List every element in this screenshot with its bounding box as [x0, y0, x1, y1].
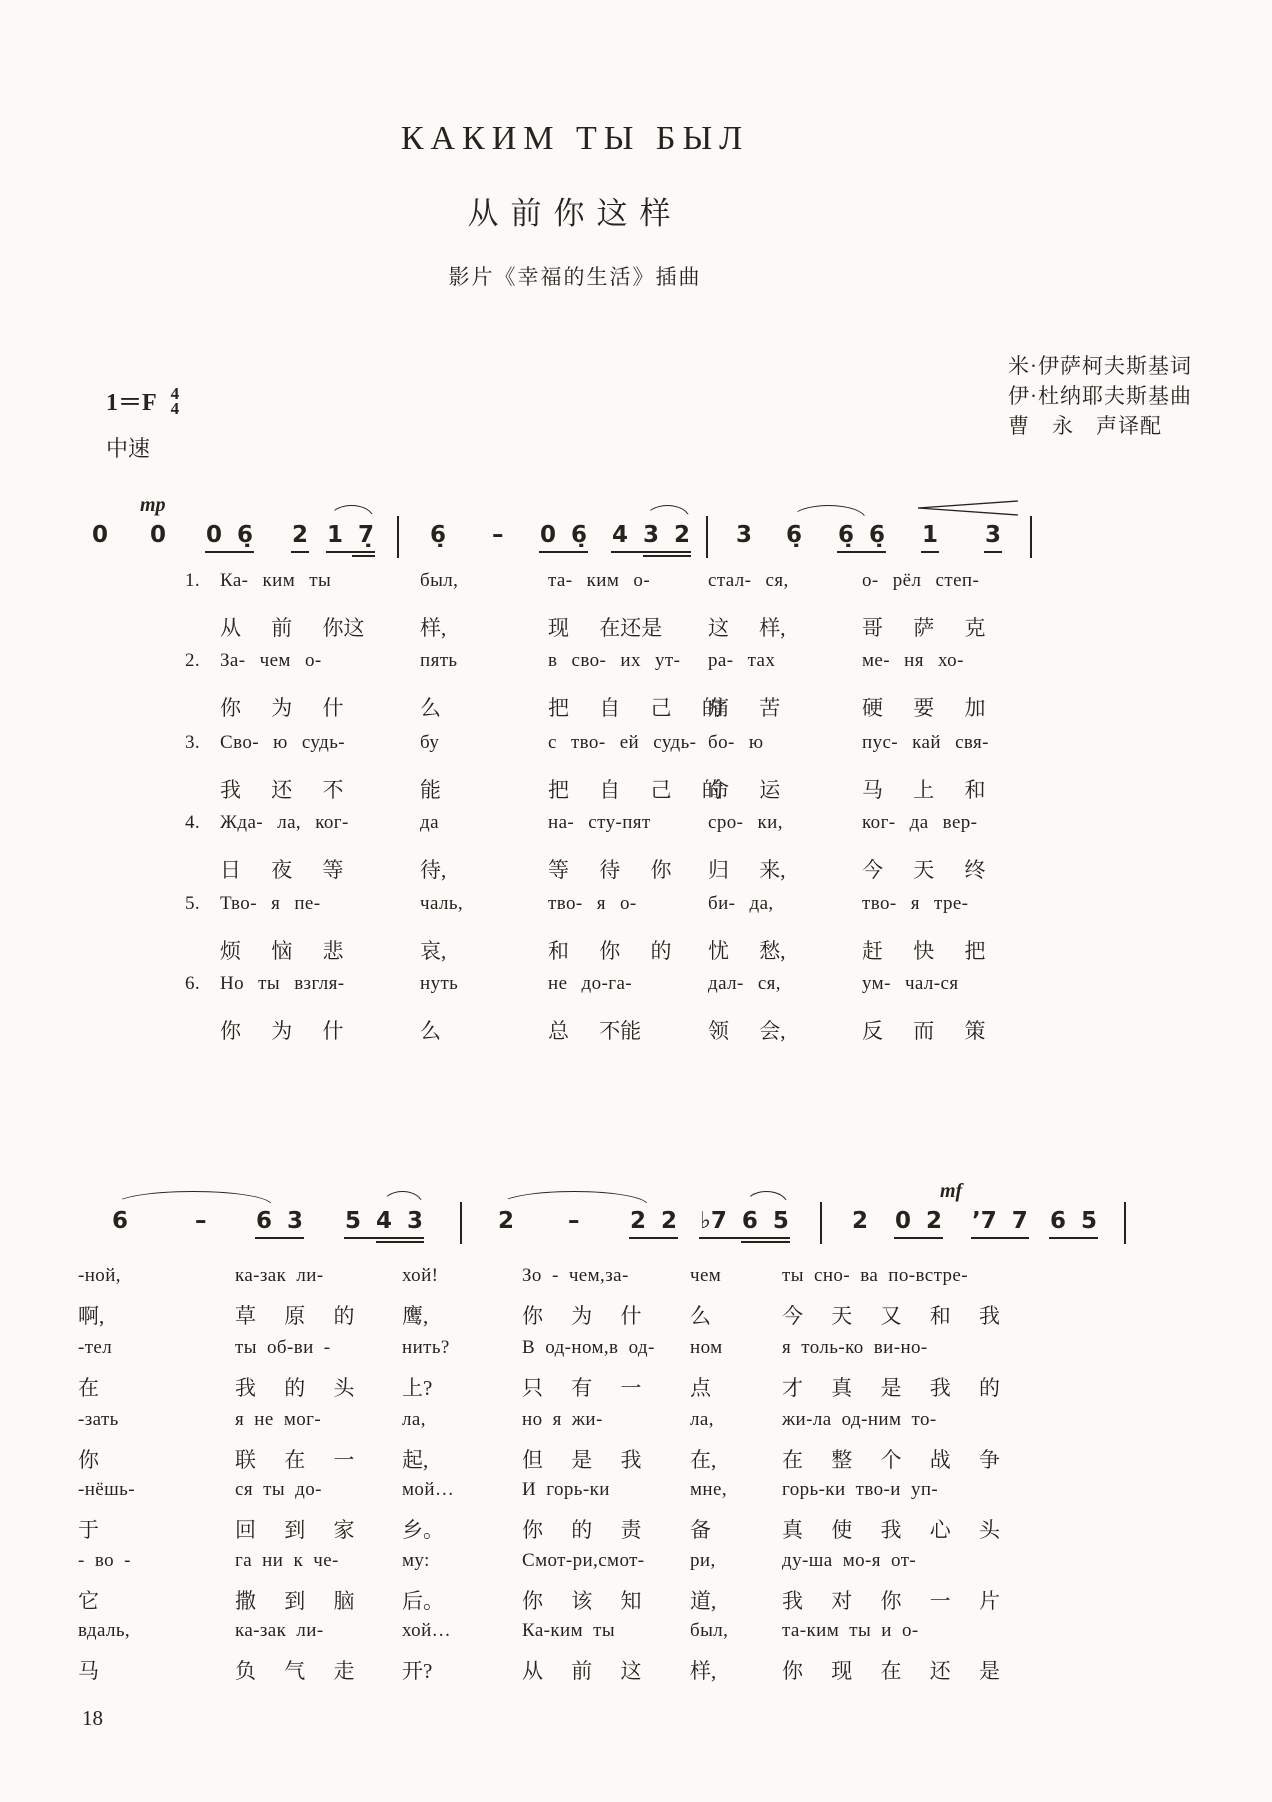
lyric-cell: пять	[420, 650, 458, 671]
lyric-row-zh	[0, 854, 1272, 890]
lyric-row-zh	[0, 692, 1272, 728]
note-group	[430, 522, 446, 548]
credits	[1008, 350, 1192, 440]
lyric-cell: -тел	[78, 1337, 113, 1358]
lyric-cell: 乡。	[402, 1518, 444, 1542]
lyric-cell: 今 天 又 和 我	[782, 1304, 1000, 1328]
lyric-cell: Смот-ри,смот-	[522, 1550, 645, 1571]
lyric-cell: жи-ла од-ним то-	[782, 1409, 937, 1430]
lyric-cell: 你 为 什	[220, 1019, 344, 1043]
note-group	[292, 522, 308, 548]
lyric-cell: ном	[690, 1337, 723, 1358]
lyricist-credit: 米·伊萨柯夫斯基词	[1008, 354, 1192, 378]
lyric-cell: ла,	[402, 1409, 426, 1430]
note-group	[327, 522, 374, 548]
dash-note	[195, 1208, 207, 1234]
lyric-row-ru	[0, 650, 1272, 686]
translator-credit: 曹 永 声译配	[1008, 414, 1162, 438]
lyric-cell: 在,	[690, 1448, 717, 1472]
lyric-cell: В од-ном,в од-	[522, 1337, 655, 1358]
lyric-cell: 日 夜 等	[220, 858, 344, 882]
lyric-cell: нить?	[402, 1337, 450, 1358]
lyric-cell: 么	[690, 1304, 711, 1328]
slur	[500, 1191, 649, 1205]
lyric-cell: 领 会,	[708, 1019, 786, 1043]
dynamic-mark: mp	[140, 494, 166, 516]
lyric-row-zh	[0, 612, 1272, 648]
lyric-cell: 么	[420, 1019, 441, 1043]
lyric-cell: бу	[420, 732, 440, 753]
note-group	[498, 1208, 514, 1234]
barline	[460, 1202, 462, 1244]
lyric-cell: 鹰,	[402, 1304, 429, 1328]
lyric-cell: был,	[420, 570, 459, 591]
lyric-row-zh	[0, 1372, 1272, 1408]
lyric-cell: ме- ня хо-	[862, 650, 964, 671]
lyric-cell: 么	[420, 696, 441, 720]
lyric-cell: 草 原 的	[235, 1304, 355, 1328]
lyric-cell: 你	[78, 1448, 99, 1472]
lyric-cell: -зать	[78, 1409, 119, 1430]
note-digits: 6 3	[256, 1208, 304, 1234]
notation-line-1	[0, 494, 1272, 572]
lyric-row-ru	[0, 1337, 1272, 1373]
note-digits: 3	[736, 522, 753, 548]
lyric-cell: ты сно- ва по-встре-	[782, 1265, 968, 1286]
note-digits: ♭7 6 5	[700, 1208, 789, 1234]
lyric-cell: горь-ки тво-и уп-	[782, 1479, 939, 1500]
crescendo-hairpin-icon	[918, 500, 1018, 516]
lyric-cell: ла,	[690, 1409, 714, 1430]
lyric-cell: 总 不能	[548, 1019, 642, 1043]
lyric-cell: 今 天 终	[862, 858, 986, 882]
lyric-row-ru	[0, 1409, 1272, 1445]
lyric-cell: хой!	[402, 1265, 439, 1286]
lyric-cell: 后。	[402, 1589, 444, 1613]
note-digits: –	[492, 522, 504, 548]
note-digits: 6̣	[430, 522, 447, 548]
lyric-cell: та-ким ты и о-	[782, 1620, 919, 1641]
header	[0, 120, 1150, 291]
lyric-cell: 但 是 我	[522, 1448, 642, 1472]
lyric-cell: 道,	[690, 1589, 717, 1613]
lyric-cell: 反 而 策	[862, 1019, 986, 1043]
note-digits: 0 6̣	[206, 522, 254, 548]
note-group	[256, 1208, 303, 1234]
lyric-cell: 哀,	[420, 939, 447, 963]
note-digits: 0	[150, 522, 167, 548]
lyric-cell: да	[420, 812, 439, 833]
lyric-cell: 归 来,	[708, 858, 786, 882]
lyric-cell: 回 到 家	[235, 1518, 355, 1542]
note-group	[736, 522, 752, 548]
lyric-row-ru	[0, 570, 1272, 606]
lyric-row-zh	[0, 1015, 1272, 1051]
lyric-cell: пус- кай свя-	[862, 732, 989, 753]
dash-note	[568, 1208, 580, 1234]
barline	[1124, 1202, 1126, 1244]
lyric-cell: 待,	[420, 858, 447, 882]
lyric-cell: сро- ки,	[708, 812, 783, 833]
lyric-row-ru	[0, 973, 1272, 1009]
note-digits: 0 2	[895, 1208, 943, 1234]
lyric-cell: дал- ся,	[708, 973, 781, 994]
lyric-cell: 把 自 己 的	[548, 696, 723, 720]
lyric-row-ru	[0, 1620, 1272, 1656]
lyric-cell: ду-ша мо-я от-	[782, 1550, 917, 1571]
film-caption: 影片《幸福的生活》插曲	[448, 265, 702, 289]
note-group	[612, 522, 690, 548]
lyric-cell: ся ты до-	[235, 1479, 322, 1500]
verse-number: 6.	[185, 973, 201, 994]
note-digits: 2	[498, 1208, 515, 1234]
lyric-cell: о- рёл степ-	[862, 570, 980, 591]
lyric-cell: был,	[690, 1620, 729, 1641]
lyric-cell: 起,	[402, 1448, 429, 1472]
lyric-row-zh	[0, 1514, 1272, 1550]
note-digits: 3	[985, 522, 1002, 548]
lyric-cell: мой…	[402, 1479, 455, 1500]
lyric-row-ru	[0, 1550, 1272, 1586]
lyric-cell: ум- чал-ся	[862, 973, 959, 994]
lyric-cell: ра- тах	[708, 650, 776, 671]
note-digits: 6̣ 6̣	[838, 522, 886, 548]
note-digits: 6	[112, 1208, 129, 1234]
lyric-cell: 你 为 什	[522, 1304, 642, 1328]
lyric-cell: 从 前 你这	[220, 616, 365, 640]
verse-number: 5.	[185, 893, 201, 914]
note-group	[895, 1208, 942, 1234]
note-group	[92, 522, 108, 548]
lyric-row-zh	[0, 1444, 1272, 1480]
lyric-cell: 硬 要 加	[862, 696, 986, 720]
note-group	[540, 522, 587, 548]
lyric-cell: ты об-ви -	[235, 1337, 331, 1358]
lyric-cell: -нёшь-	[78, 1479, 135, 1500]
barline	[706, 516, 708, 558]
lyric-cell: Ка- ким ты	[220, 570, 332, 591]
lyric-cell: та- ким о-	[548, 570, 651, 591]
lyric-cell: в сво- их ут-	[548, 650, 681, 671]
lyric-cell: ка-зак ли-	[235, 1620, 324, 1641]
note-digits: –	[568, 1208, 580, 1234]
lyric-cell: - во -	[78, 1550, 131, 1571]
note-group	[852, 1208, 868, 1234]
lyric-cell: 忧 愁,	[708, 939, 786, 963]
lyric-cell: 把 自 己 的	[548, 778, 723, 802]
lyric-cell: ка-зак ли-	[235, 1265, 324, 1286]
time-upper: 4	[170, 384, 180, 403]
lyric-cell: 你 为 什	[220, 696, 344, 720]
lyric-cell: 真 使 我 心 头	[782, 1518, 1000, 1542]
lyric-cell: я не мог-	[235, 1409, 322, 1430]
composer-credit: 伊·杜纳耶夫斯基曲	[1008, 384, 1192, 408]
song-title-russian: КАКИМ ТЫ БЫЛ	[400, 120, 750, 157]
lyric-cell: 痛 苦	[708, 696, 781, 720]
lyric-row-zh	[0, 1655, 1272, 1691]
note-digits: 5 4 3	[345, 1208, 424, 1234]
lyric-cell: 开?	[402, 1659, 433, 1683]
lyric-cell: За- чем о-	[220, 650, 322, 671]
lyric-cell: чаль,	[420, 893, 464, 914]
lyric-cell: Тво- я пе-	[220, 893, 321, 914]
note-group	[630, 1208, 677, 1234]
lyric-cell: Жда- ла, ког-	[220, 812, 349, 833]
lyric-cell: 啊,	[78, 1304, 105, 1328]
lyric-cell: 你 该 知	[522, 1589, 642, 1613]
lyric-cell: но я жи-	[522, 1409, 603, 1430]
note-digits: 2	[852, 1208, 869, 1234]
lyric-cell: би- да,	[708, 893, 774, 914]
lyric-cell: 样,	[420, 616, 447, 640]
lyric-cell: хой…	[402, 1620, 452, 1641]
lyric-cell: 哥 萨 克	[862, 616, 986, 640]
lyric-cell: тво- я тре-	[862, 893, 969, 914]
verse-number: 1.	[185, 570, 201, 591]
lyric-cell: 现 在还是	[548, 616, 663, 640]
lyric-cell: 这 样,	[708, 616, 786, 640]
note-digits: 2	[292, 522, 309, 548]
note-digits: 1 7̣	[327, 522, 375, 548]
dash-note	[492, 522, 504, 548]
lyric-cell: му:	[402, 1550, 430, 1571]
note-digits: 1	[922, 522, 939, 548]
lyric-cell: 赶 快 把	[862, 939, 986, 963]
note-digits: 6̣	[786, 522, 803, 548]
lyric-cell: ког- да вер-	[862, 812, 978, 833]
note-group	[786, 522, 802, 548]
note-group	[112, 1208, 128, 1234]
slur	[329, 505, 373, 519]
lyric-cell: Но ты взгля-	[220, 973, 345, 994]
lyric-cell: 和 你 的	[548, 939, 672, 963]
lyric-row-zh	[0, 774, 1272, 810]
lyric-cell: 我 还 不	[220, 778, 344, 802]
tempo-marking: 中速	[106, 436, 151, 461]
lyric-cell: га ни к че-	[235, 1550, 339, 1571]
barline	[397, 516, 399, 558]
lyric-cell: ри,	[690, 1550, 716, 1571]
verse-number: 3.	[185, 732, 201, 753]
verse-number: 4.	[185, 812, 201, 833]
note-digits: 6 5	[1050, 1208, 1098, 1234]
lyric-row-zh	[0, 1585, 1272, 1621]
slur	[645, 505, 690, 519]
verse-number: 2.	[185, 650, 201, 671]
lyric-cell: 从 前 这	[522, 1659, 642, 1683]
lyric-cell: Зо - чем,за-	[522, 1265, 629, 1286]
lyric-cell: 在 整 个 战 争	[782, 1448, 1000, 1472]
lyric-row-ru	[0, 1265, 1272, 1301]
slur	[745, 1191, 789, 1205]
lyric-cell: Ка-ким ты	[522, 1620, 616, 1641]
note-digits: 0 6̣	[540, 522, 588, 548]
lyric-cell: 我 对 你 一 片	[782, 1589, 1000, 1613]
lyric-cell: 撒 到 脑	[235, 1589, 355, 1613]
lyric-row-ru	[0, 893, 1272, 929]
page-number: 18	[82, 1706, 103, 1730]
lyric-cell: чем	[690, 1265, 722, 1286]
lyric-cell: 备	[690, 1518, 711, 1542]
lyric-cell: вдаль,	[78, 1620, 131, 1641]
lyric-cell: 你 的 责	[522, 1518, 642, 1542]
lyric-cell: Сво- ю судь-	[220, 732, 345, 753]
lyric-cell: тво- я о-	[548, 893, 637, 914]
note-group	[206, 522, 253, 548]
lyric-cell: 烦 恼 悲	[220, 939, 344, 963]
note-group	[345, 1208, 423, 1234]
lyric-cell: 等 待 你	[548, 858, 672, 882]
note-digits: ’7 7	[972, 1208, 1028, 1234]
lyric-cell: 于	[78, 1518, 99, 1542]
lyric-cell: -ной,	[78, 1265, 121, 1286]
lyric-row-ru	[0, 812, 1272, 848]
time-signature	[171, 386, 180, 416]
note-digits: 2 2	[630, 1208, 678, 1234]
slur	[114, 1191, 273, 1205]
note-group	[700, 1208, 789, 1234]
lyric-cell: 我 的 头	[235, 1376, 355, 1400]
lyric-cell: не до-га-	[548, 973, 632, 994]
lyric-cell: 马	[78, 1659, 99, 1683]
lyric-cell: 负 气 走	[235, 1659, 355, 1683]
key-signature	[106, 382, 179, 417]
note-group	[972, 1208, 1028, 1234]
lyric-cell: мне,	[690, 1479, 727, 1500]
lyric-cell: 上?	[402, 1376, 433, 1400]
lyric-cell: 命 运	[708, 778, 781, 802]
lyric-cell: нуть	[420, 973, 459, 994]
time-lower: 4	[170, 399, 180, 418]
note-group	[150, 522, 166, 548]
key-value: 1＝F	[106, 390, 157, 416]
note-digits: 4 3 2	[612, 522, 691, 548]
note-group	[838, 522, 885, 548]
note-group	[922, 522, 938, 548]
note-group	[985, 522, 1001, 548]
slur	[382, 1191, 422, 1205]
song-title-chinese: 从前你这样	[467, 196, 683, 231]
lyric-cell: я толь-ко ви-но-	[782, 1337, 928, 1358]
barline	[1030, 516, 1032, 558]
lyric-cell: 在	[78, 1376, 99, 1400]
lyric-cell: на- сту-пят	[548, 812, 651, 833]
lyric-cell: 联 在 一	[235, 1448, 355, 1472]
slur	[791, 505, 866, 519]
lyric-cell: бо- ю	[708, 732, 764, 753]
lyric-cell: 马 上 和	[862, 778, 986, 802]
lyric-cell: 它	[78, 1589, 99, 1613]
dynamic-mark: mf	[940, 1180, 963, 1202]
lyric-cell: 你 现 在 还 是	[782, 1659, 1000, 1683]
lyric-row-zh	[0, 1300, 1272, 1336]
lyric-cell: 能	[420, 778, 441, 802]
lyric-row-ru	[0, 732, 1272, 768]
lyric-row-ru	[0, 1479, 1272, 1515]
note-digits: 0	[92, 522, 109, 548]
notation-line-2	[0, 1180, 1272, 1258]
lyric-row-zh	[0, 935, 1272, 971]
lyric-cell: с тво- ей судь-	[548, 732, 697, 753]
lyric-cell: стал- ся,	[708, 570, 789, 591]
lyric-cell: 样,	[690, 1659, 717, 1683]
barline	[820, 1202, 822, 1244]
lyric-cell: И горь-ки	[522, 1479, 610, 1500]
lyric-cell: 才 真 是 我 的	[782, 1376, 1000, 1400]
note-group	[1050, 1208, 1097, 1234]
note-digits: –	[195, 1208, 207, 1234]
lyric-cell: 点	[690, 1376, 711, 1400]
lyric-cell: 只 有 一	[522, 1376, 642, 1400]
